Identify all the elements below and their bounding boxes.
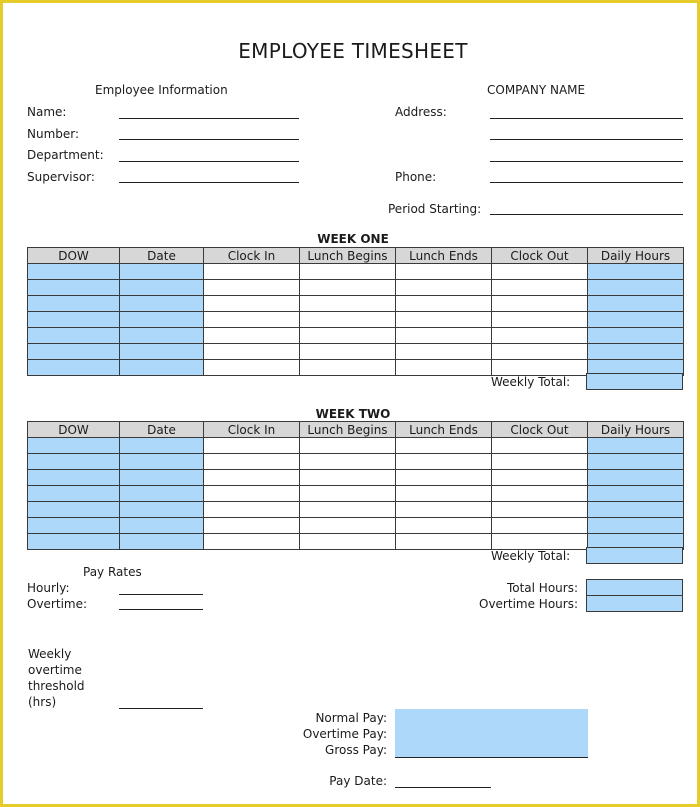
clock-out-cell[interactable] xyxy=(492,280,588,296)
table-row xyxy=(28,264,684,280)
week-one-weekly-total-field[interactable] xyxy=(586,373,683,390)
dow-cell[interactable] xyxy=(28,518,120,534)
clock-out-cell[interactable] xyxy=(492,264,588,280)
clock-in-cell[interactable] xyxy=(204,454,300,470)
address-field-2[interactable] xyxy=(490,139,683,140)
table-row xyxy=(28,438,684,454)
lunch-begins-cell[interactable] xyxy=(300,328,396,344)
week-one-weekly-total-label: Weekly Total: xyxy=(491,375,571,389)
period-starting-field[interactable] xyxy=(490,214,683,215)
date-cell[interactable] xyxy=(120,454,204,470)
dow-cell[interactable] xyxy=(28,486,120,502)
pay-date-label: Pay Date: xyxy=(329,774,387,788)
date-cell[interactable] xyxy=(120,264,204,280)
clock-out-cell[interactable] xyxy=(492,328,588,344)
clock-in-cell[interactable] xyxy=(204,360,300,376)
table-row xyxy=(28,296,684,312)
lunch-ends-cell[interactable] xyxy=(396,344,492,360)
lunch-ends-cell[interactable] xyxy=(396,360,492,376)
threshold-label-line1: Weekly xyxy=(28,647,72,661)
clock-in-cell[interactable] xyxy=(204,534,300,550)
name-field[interactable] xyxy=(119,118,299,119)
week-two-weekly-total-field[interactable] xyxy=(586,547,683,564)
col-clock-in-header: Clock In xyxy=(204,422,300,438)
normal-pay-field[interactable] xyxy=(395,709,588,726)
dow-cell[interactable] xyxy=(28,470,120,486)
lunch-begins-cell[interactable] xyxy=(300,344,396,360)
department-label: Department: xyxy=(27,148,104,162)
total-hours-field[interactable] xyxy=(586,579,683,596)
lunch-ends-cell[interactable] xyxy=(396,518,492,534)
col-date-header: Date xyxy=(120,422,204,438)
lunch-ends-cell[interactable] xyxy=(396,454,492,470)
lunch-ends-cell[interactable] xyxy=(396,470,492,486)
col-clock-in-header: Clock In xyxy=(204,248,300,264)
clock-out-cell[interactable] xyxy=(492,438,588,454)
dow-cell[interactable] xyxy=(28,280,120,296)
week-one-rows xyxy=(28,264,684,376)
clock-in-cell[interactable] xyxy=(204,470,300,486)
date-cell[interactable] xyxy=(120,438,204,454)
dow-cell[interactable] xyxy=(28,344,120,360)
overtime-hours-field[interactable] xyxy=(586,595,683,612)
col-daily-hours-header: Daily Hours xyxy=(588,422,684,438)
threshold-label-line3: threshold xyxy=(28,679,85,693)
table-row xyxy=(28,486,684,502)
pay-date-field[interactable] xyxy=(395,787,491,788)
lunch-begins-cell[interactable] xyxy=(300,280,396,296)
lunch-begins-cell[interactable] xyxy=(300,470,396,486)
col-lunch-ends-header: Lunch Ends xyxy=(396,248,492,264)
clock-out-cell[interactable] xyxy=(492,470,588,486)
daily-hours-cell[interactable] xyxy=(588,344,684,360)
clock-in-cell[interactable] xyxy=(204,280,300,296)
department-field[interactable] xyxy=(119,161,299,162)
clock-out-cell[interactable] xyxy=(492,360,588,376)
lunch-begins-cell[interactable] xyxy=(300,296,396,312)
lunch-begins-cell[interactable] xyxy=(300,360,396,376)
overtime-pay-field[interactable] xyxy=(395,725,588,742)
dow-cell[interactable] xyxy=(28,296,120,312)
address-field-1[interactable] xyxy=(490,118,683,119)
clock-in-cell[interactable] xyxy=(204,502,300,518)
clock-out-cell[interactable] xyxy=(492,486,588,502)
daily-hours-cell[interactable] xyxy=(588,454,684,470)
clock-in-cell[interactable] xyxy=(204,486,300,502)
table-row xyxy=(28,344,684,360)
lunch-begins-cell[interactable] xyxy=(300,534,396,550)
dow-cell[interactable] xyxy=(28,438,120,454)
phone-field[interactable] xyxy=(490,182,683,183)
col-date-header: Date xyxy=(120,248,204,264)
lunch-ends-cell[interactable] xyxy=(396,534,492,550)
col-daily-hours-header: Daily Hours xyxy=(588,248,684,264)
table-row xyxy=(28,470,684,486)
overtime-pay-label: Overtime Pay: xyxy=(302,727,387,741)
employee-info-heading: Employee Information xyxy=(95,83,228,97)
lunch-begins-cell[interactable] xyxy=(300,502,396,518)
lunch-begins-cell[interactable] xyxy=(300,454,396,470)
col-lunch-begins-header: Lunch Begins xyxy=(300,422,396,438)
week-one-table xyxy=(27,247,684,376)
overtime-hours-label: Overtime Hours: xyxy=(479,597,578,611)
lunch-begins-cell[interactable] xyxy=(300,486,396,502)
clock-in-cell[interactable] xyxy=(204,518,300,534)
date-cell[interactable] xyxy=(120,296,204,312)
normal-pay-label: Normal Pay: xyxy=(315,711,387,725)
date-cell[interactable] xyxy=(120,470,204,486)
date-cell[interactable] xyxy=(120,312,204,328)
clock-out-cell[interactable] xyxy=(492,312,588,328)
total-hours-label: Total Hours: xyxy=(506,581,578,595)
table-row xyxy=(28,502,684,518)
daily-hours-cell[interactable] xyxy=(588,486,684,502)
pay-rates-heading: Pay Rates xyxy=(83,565,142,579)
address-field-3[interactable] xyxy=(490,161,683,162)
daily-hours-cell[interactable] xyxy=(588,502,684,518)
table-row xyxy=(28,518,684,534)
clock-out-cell[interactable] xyxy=(492,296,588,312)
hourly-label: Hourly: xyxy=(27,581,70,595)
table-row xyxy=(28,280,684,296)
lunch-ends-cell[interactable] xyxy=(396,312,492,328)
daily-hours-cell[interactable] xyxy=(588,296,684,312)
col-dow-header: DOW xyxy=(28,422,120,438)
date-cell[interactable] xyxy=(120,344,204,360)
daily-hours-cell[interactable] xyxy=(588,470,684,486)
lunch-begins-cell[interactable] xyxy=(300,312,396,328)
clock-out-cell[interactable] xyxy=(492,454,588,470)
lunch-ends-cell[interactable] xyxy=(396,438,492,454)
clock-in-cell[interactable] xyxy=(204,328,300,344)
dow-cell[interactable] xyxy=(28,502,120,518)
table-row xyxy=(28,328,684,344)
dow-cell[interactable] xyxy=(28,312,120,328)
week-one-heading: WEEK ONE xyxy=(317,232,389,246)
overtime-threshold-field[interactable] xyxy=(119,708,203,709)
dow-cell[interactable] xyxy=(28,454,120,470)
col-clock-out-header: Clock Out xyxy=(492,422,588,438)
daily-hours-cell[interactable] xyxy=(588,328,684,344)
period-starting-label: Period Starting: xyxy=(388,202,482,216)
lunch-ends-cell[interactable] xyxy=(396,264,492,280)
daily-hours-cell[interactable] xyxy=(588,280,684,296)
lunch-ends-cell[interactable] xyxy=(396,328,492,344)
supervisor-label: Supervisor: xyxy=(27,170,95,184)
date-cell[interactable] xyxy=(120,534,204,550)
lunch-ends-cell[interactable] xyxy=(396,502,492,518)
number-label: Number: xyxy=(27,127,80,141)
lunch-begins-cell[interactable] xyxy=(300,438,396,454)
dow-cell[interactable] xyxy=(28,328,120,344)
clock-in-cell[interactable] xyxy=(204,344,300,360)
table-row xyxy=(28,454,684,470)
date-cell[interactable] xyxy=(120,486,204,502)
daily-hours-cell[interactable] xyxy=(588,438,684,454)
clock-out-cell[interactable] xyxy=(492,344,588,360)
page-title: EMPLOYEE TIMESHEET xyxy=(238,39,468,63)
week-two-heading: WEEK TWO xyxy=(315,407,391,421)
clock-in-cell[interactable] xyxy=(204,264,300,280)
date-cell[interactable] xyxy=(120,328,204,344)
week-two-weekly-total-label: Weekly Total: xyxy=(491,549,571,563)
overtime-rate-label: Overtime: xyxy=(27,597,88,611)
address-label: Address: xyxy=(395,105,447,119)
daily-hours-cell[interactable] xyxy=(588,312,684,328)
clock-in-cell[interactable] xyxy=(204,296,300,312)
week-two-rows xyxy=(28,438,684,550)
dow-cell[interactable] xyxy=(28,264,120,280)
supervisor-field[interactable] xyxy=(119,182,299,183)
dow-cell[interactable] xyxy=(28,360,120,376)
lunch-ends-cell[interactable] xyxy=(396,486,492,502)
clock-in-cell[interactable] xyxy=(204,312,300,328)
col-lunch-begins-header: Lunch Begins xyxy=(300,248,396,264)
daily-hours-cell[interactable] xyxy=(588,518,684,534)
dow-cell[interactable] xyxy=(28,534,120,550)
clock-out-cell[interactable] xyxy=(492,518,588,534)
gross-pay-field[interactable] xyxy=(395,741,588,758)
clock-out-cell[interactable] xyxy=(492,534,588,550)
week-two-table xyxy=(27,421,684,550)
gross-pay-label: Gross Pay: xyxy=(325,743,387,757)
table-header-row xyxy=(28,422,684,438)
threshold-label-line4: (hrs) xyxy=(28,695,57,709)
clock-in-cell[interactable] xyxy=(204,438,300,454)
lunch-ends-cell[interactable] xyxy=(396,296,492,312)
hourly-rate-field[interactable] xyxy=(119,594,203,595)
number-field[interactable] xyxy=(119,139,299,140)
daily-hours-cell[interactable] xyxy=(588,264,684,280)
date-cell[interactable] xyxy=(120,518,204,534)
col-dow-header: DOW xyxy=(28,248,120,264)
col-lunch-ends-header: Lunch Ends xyxy=(396,422,492,438)
overtime-rate-field[interactable] xyxy=(119,609,203,610)
lunch-ends-cell[interactable] xyxy=(396,280,492,296)
company-name-heading: COMPANY NAME xyxy=(487,83,586,97)
lunch-begins-cell[interactable] xyxy=(300,264,396,280)
name-label: Name: xyxy=(27,105,67,119)
col-clock-out-header: Clock Out xyxy=(492,248,588,264)
clock-out-cell[interactable] xyxy=(492,502,588,518)
threshold-label-line2: overtime xyxy=(28,663,82,677)
date-cell[interactable] xyxy=(120,280,204,296)
table-header-row xyxy=(28,248,684,264)
date-cell[interactable] xyxy=(120,360,204,376)
lunch-begins-cell[interactable] xyxy=(300,518,396,534)
phone-label: Phone: xyxy=(395,170,437,184)
date-cell[interactable] xyxy=(120,502,204,518)
table-row xyxy=(28,312,684,328)
